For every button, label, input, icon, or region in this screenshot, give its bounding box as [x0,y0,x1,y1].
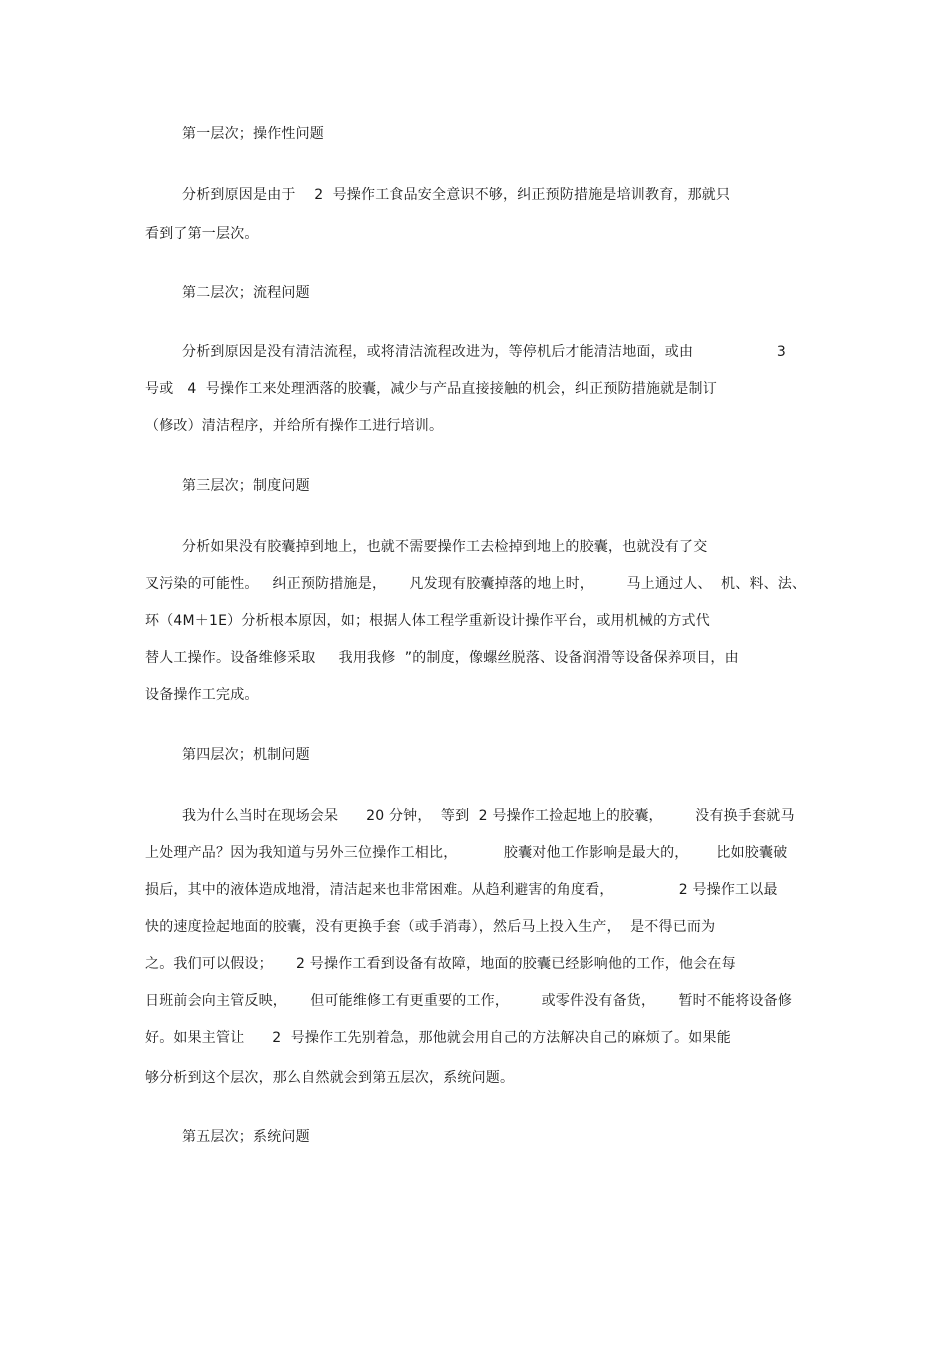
paragraph-line: 损后，其中的液体造成地滑，清洁起来也非常困难。从趋利避害的角度看， 2 号操作工以最 [145,882,778,898]
paragraph-line: 快的速度捡起地面的胶囊，没有更换手套（或手消毒），然后马上投入生产， 是不得已而为 [145,919,716,935]
paragraph-line: （修改）清洁程序，并给所有操作工进行培训。 [145,418,444,434]
paragraph-line: 叉污染的可能性。 纠正预防措施是， 凡发现有胶囊掉落的地上时， 马上通过人、 机、料、法、 [145,576,807,592]
paragraph-line: 日班前会向主管反映， 但可能维修工有更重要的工作， 或零件没有备货， 暂时不能将设备修 [145,993,793,1009]
paragraph-line: 我为什么当时在现场会呆 20 分钟， 等到 2 号操作工捡起地上的胶囊， 没有换手套就马 [182,808,795,824]
paragraph-line: 分析到原因是没有清洁流程，或将清洁流程改进为，等停机后才能清洁地面，或由 3 [182,344,787,360]
paragraph-line: 分析到原因是由于 2 号操作工食品安全意识不够，纠正预防措施是培训教育，那就只 [182,187,731,203]
paragraph-line: 替人工操作。设备维修采取 我用我修 ”的制度，像螺丝脱落、设备润滑等设备保养项目，由 [145,650,739,666]
paragraph-line: 看到了第一层次。 [145,226,259,242]
paragraph-line: 够分析到这个层次，那么自然就会到第五层次，系统问题。 [145,1070,515,1086]
section-heading-1: 第一层次；操作性问题 [182,126,324,142]
paragraph-line: 环（4M＋1E）分析根本原因，如；根据人体工程学重新设计操作平台，或用机械的方式代 [145,613,710,629]
section-heading-4: 第四层次；机制问题 [182,747,310,763]
paragraph-line: 设备操作工完成。 [145,687,259,703]
section-heading-5: 第五层次；系统问题 [182,1129,310,1145]
paragraph-line: 分析如果没有胶囊掉到地上，也就不需要操作工去检掉到地上的胶囊，也就没有了交 [182,539,708,555]
section-heading-3: 第三层次；制度问题 [182,478,310,494]
paragraph-line: 好。如果主管让 2 号操作工先别着急，那他就会用自己的方法解决自己的麻烦了。如果能 [145,1030,731,1046]
paragraph-line: 上处理产品？因为我知道与另外三位操作工相比， 胶囊对他工作影响是最大的， 比如胶囊破 [145,845,788,861]
paragraph-line: 号或 4 号操作工来处理洒落的胶囊，减少与产品直接接触的机会，纠正预防措施就是制订 [145,381,717,397]
section-heading-2: 第二层次；流程问题 [182,285,310,301]
paragraph-line: 之。我们可以假设； 2 号操作工看到设备有故障，地面的胶囊已经影响他的工作，他会在每 [145,956,736,972]
